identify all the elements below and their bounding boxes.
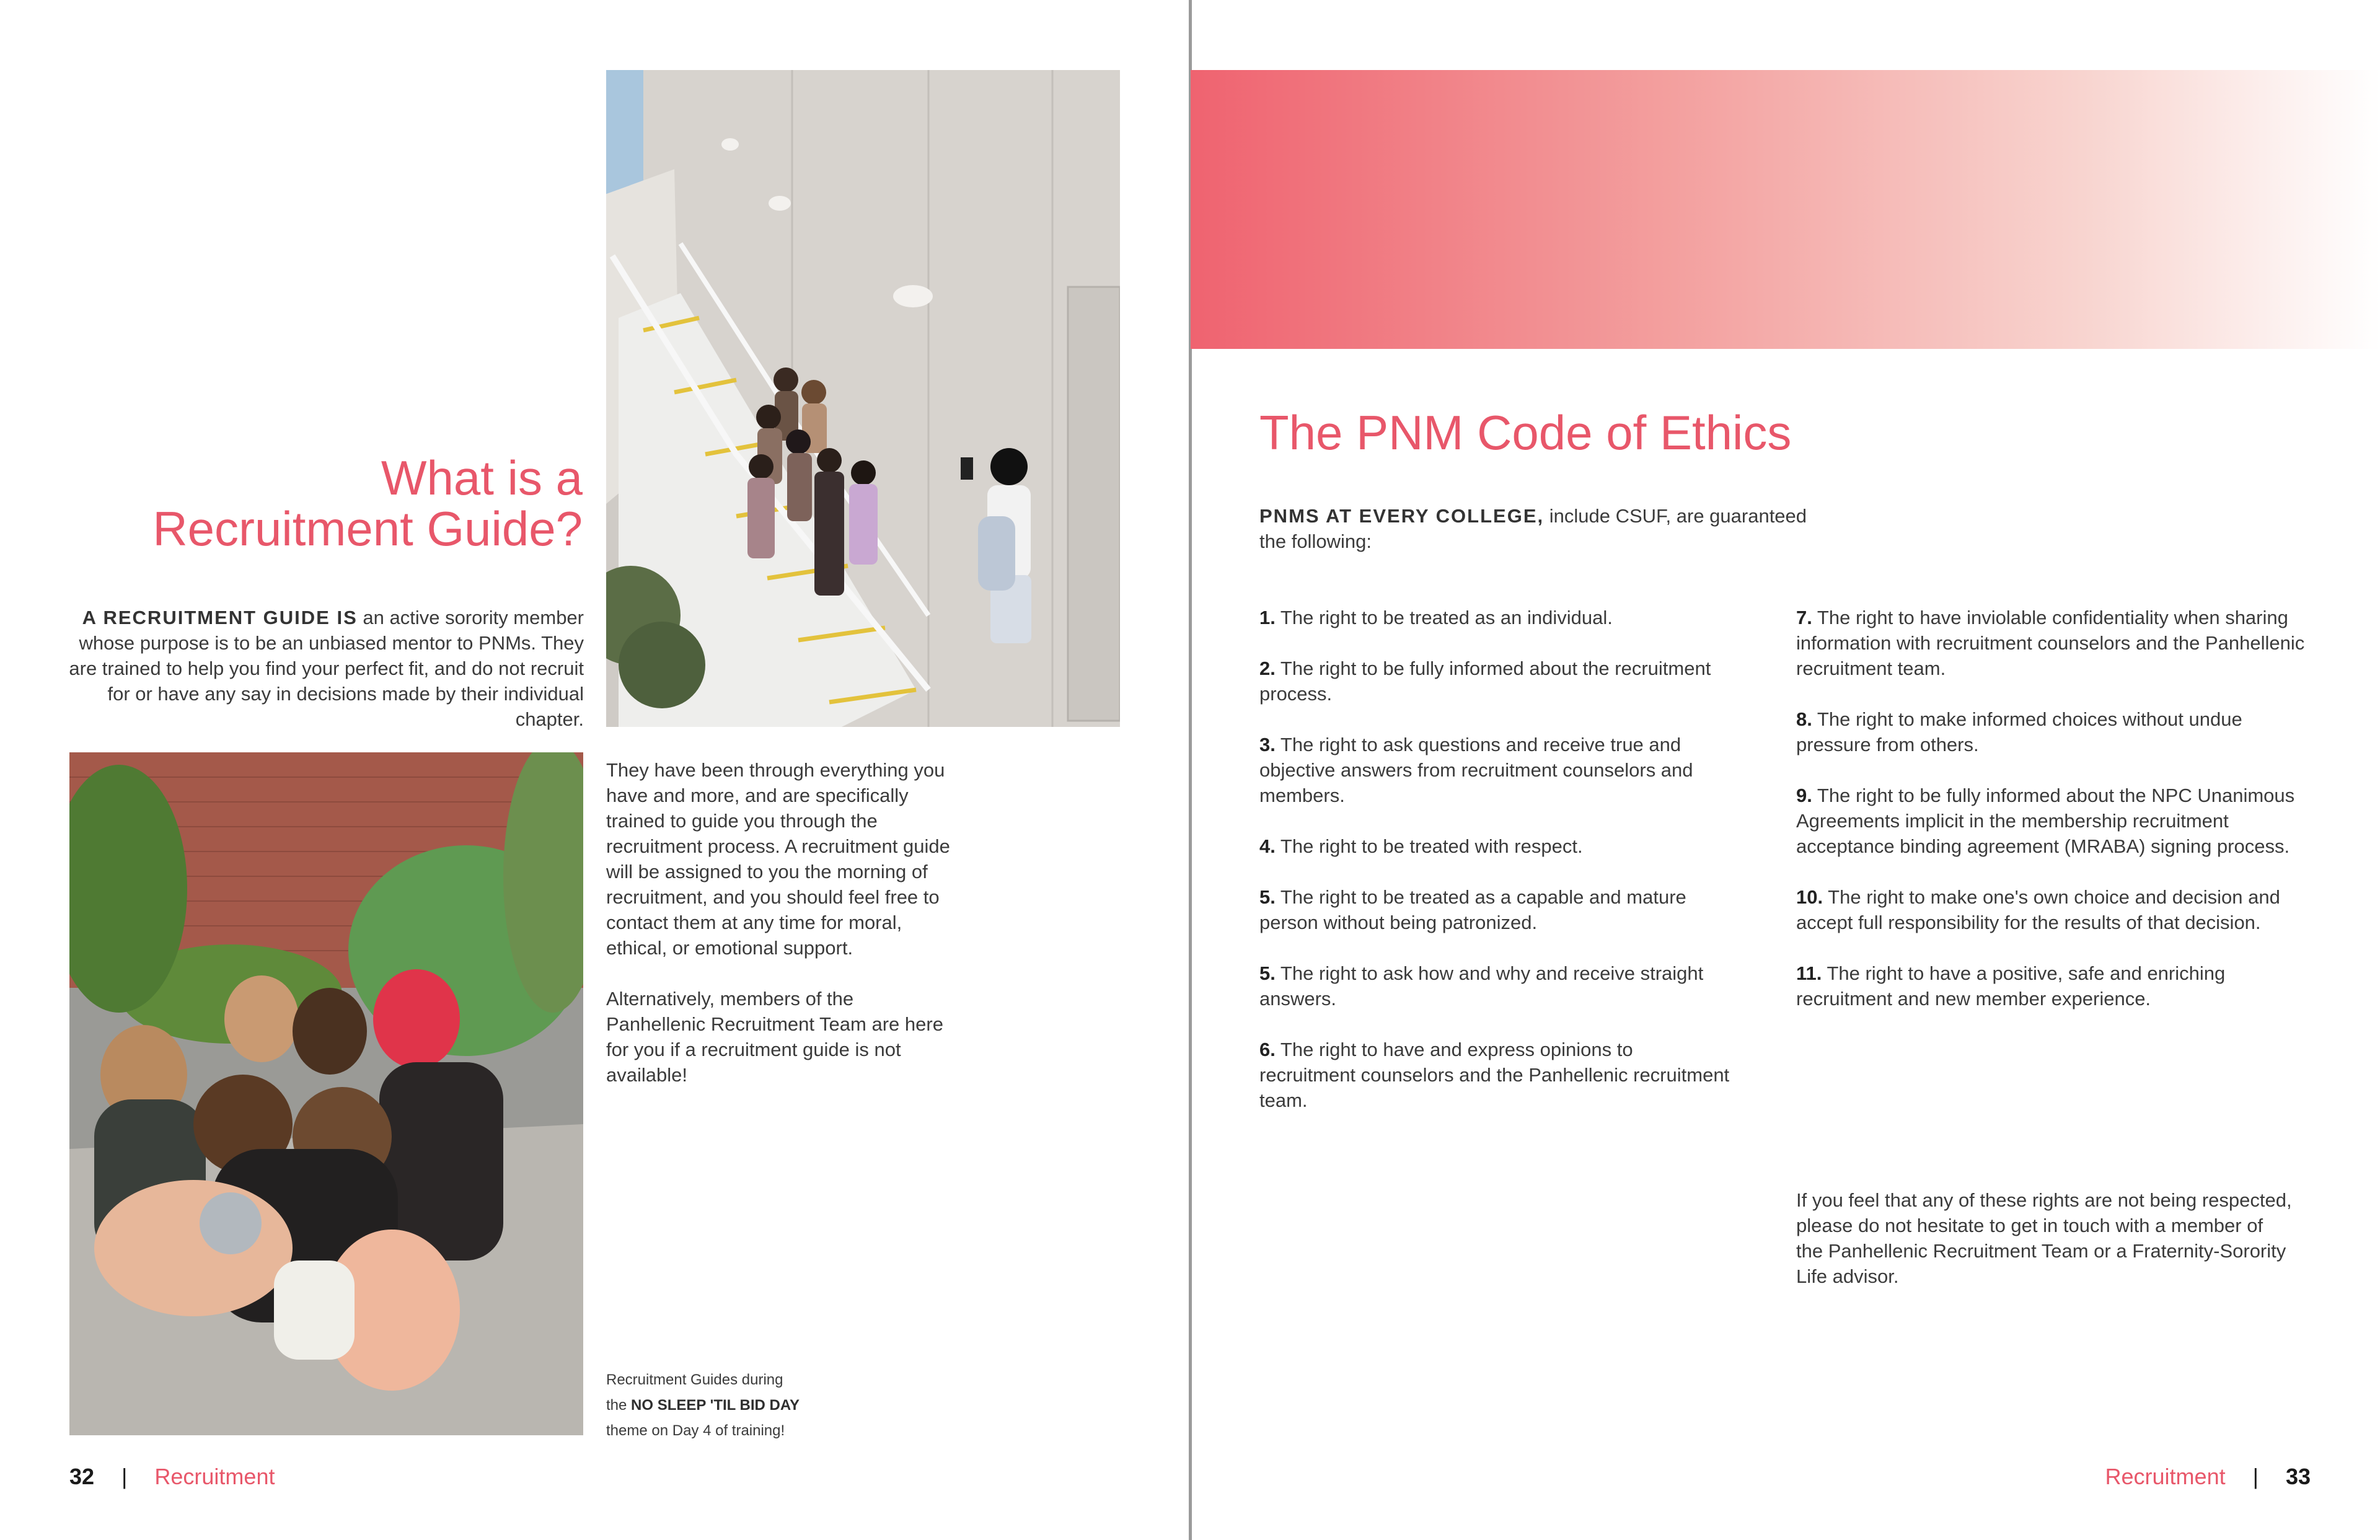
- photo-caption: [606, 1367, 866, 1443]
- footer-section-right: Recruitment: [2105, 1464, 2226, 1489]
- rights-list-left: [1259, 605, 1730, 1138]
- title-line-1: What is a: [381, 451, 583, 505]
- body-paragraph-1: They have been through everything you have and more, and are specifically trained to guide you through the recruitment process. A recruitment guide will be assigned to you the morning of recruitment, and you should feel free to contact them at any time for moral, ethical, or emotional support.: [606, 759, 950, 959]
- body-paragraph-2: Alternatively, members of the Panhellenic Recruitment Team are here for you if a recruitment guide is not available!: [606, 988, 943, 1086]
- footer-section-left: Recruitment: [154, 1464, 275, 1489]
- code-of-ethics-title: The PNM Code of Ethics: [1259, 405, 1792, 460]
- ethics-intro-text: include CSUF, are guaranteed the following:: [1259, 505, 1807, 552]
- intro-text: an active sorority member whose purpose is to be an unbiased mentor to PNMs. They are trained to help you find your perfect fit, and do not recruit for or have any say in decisions made by their individual chapter.: [69, 607, 584, 730]
- closing-note: If you feel that any of these rights are not being respected, please do not hesitate to get in touch with a member of the Panhellenic Recruitment Team or a Fraternity-Sorority Life advisor.: [1796, 1189, 2292, 1287]
- list-item: 11. The right to have a positive, safe and enriching recruitment and new member experience.: [1796, 962, 2226, 1010]
- caption-theme-name: NO SLEEP 'TIL BID DAY: [631, 1397, 800, 1414]
- list-item: 6. The right to have and express opinions to recruitment counselors and the Panhellenic recruitment team.: [1259, 1039, 1730, 1111]
- list-item: 1. The right to be treated as an individual.: [1259, 607, 1613, 628]
- page-number-left: 32: [69, 1464, 95, 1489]
- rights-list-right: [1796, 605, 2311, 1037]
- recruitment-guide-body: [606, 757, 953, 1113]
- list-item: 4. The right to be treated with respect.: [1259, 835, 1583, 857]
- footer-left: [69, 1461, 275, 1492]
- gradient-banner: [1191, 70, 2380, 349]
- intro-lead: A RECRUITMENT GUIDE IS: [82, 607, 358, 628]
- list-item: 7. The right to have inviolable confidentiality when sharing information with recruitment counselors and the Panhellenic recruitment team.: [1796, 607, 2305, 679]
- caption-line-1: Recruitment Guides during: [606, 1371, 783, 1388]
- list-item: 3. The right to ask questions and receive true and objective answers from recruitment counselors and members.: [1259, 734, 1693, 806]
- title-line-2: Recruitment Guide?: [152, 501, 583, 556]
- list-item: 2. The right to be fully informed about the recruitment process.: [1259, 658, 1711, 705]
- list-item: 5. The right to ask how and why and receive straight answers.: [1259, 962, 1704, 1010]
- caption-line-2-pre: the: [606, 1397, 632, 1414]
- footer-separator: |: [2252, 1464, 2259, 1489]
- list-item: 5. The right to be treated as a capable and mature person without being patronized.: [1259, 886, 1686, 933]
- group-hug-photo: [69, 752, 583, 1435]
- caption-line-3: theme on Day 4 of training!: [606, 1422, 785, 1439]
- footer-separator: |: [121, 1464, 128, 1489]
- page-number-right: 33: [2285, 1464, 2311, 1489]
- ethics-intro-lead: PNMS AT EVERY COLLEGE,: [1259, 505, 1545, 527]
- recruitment-guide-intro: [68, 605, 584, 732]
- recruitment-guide-title: [68, 452, 583, 554]
- list-item: 9. The right to be fully informed about the NPC Unanimous Agreements implicit in the membership recruitment acceptance binding agreement (MRABA) signing process.: [1796, 785, 2295, 857]
- footer-right: [2105, 1461, 2311, 1492]
- staircase-group-photo: [606, 70, 1120, 727]
- list-item: 10. The right to make one's own choice and decision and accept full responsibility for the results of that decision.: [1796, 886, 2280, 933]
- list-item: 8. The right to make informed choices without undue pressure from others.: [1796, 708, 2242, 755]
- code-of-ethics-intro: [1259, 503, 1817, 554]
